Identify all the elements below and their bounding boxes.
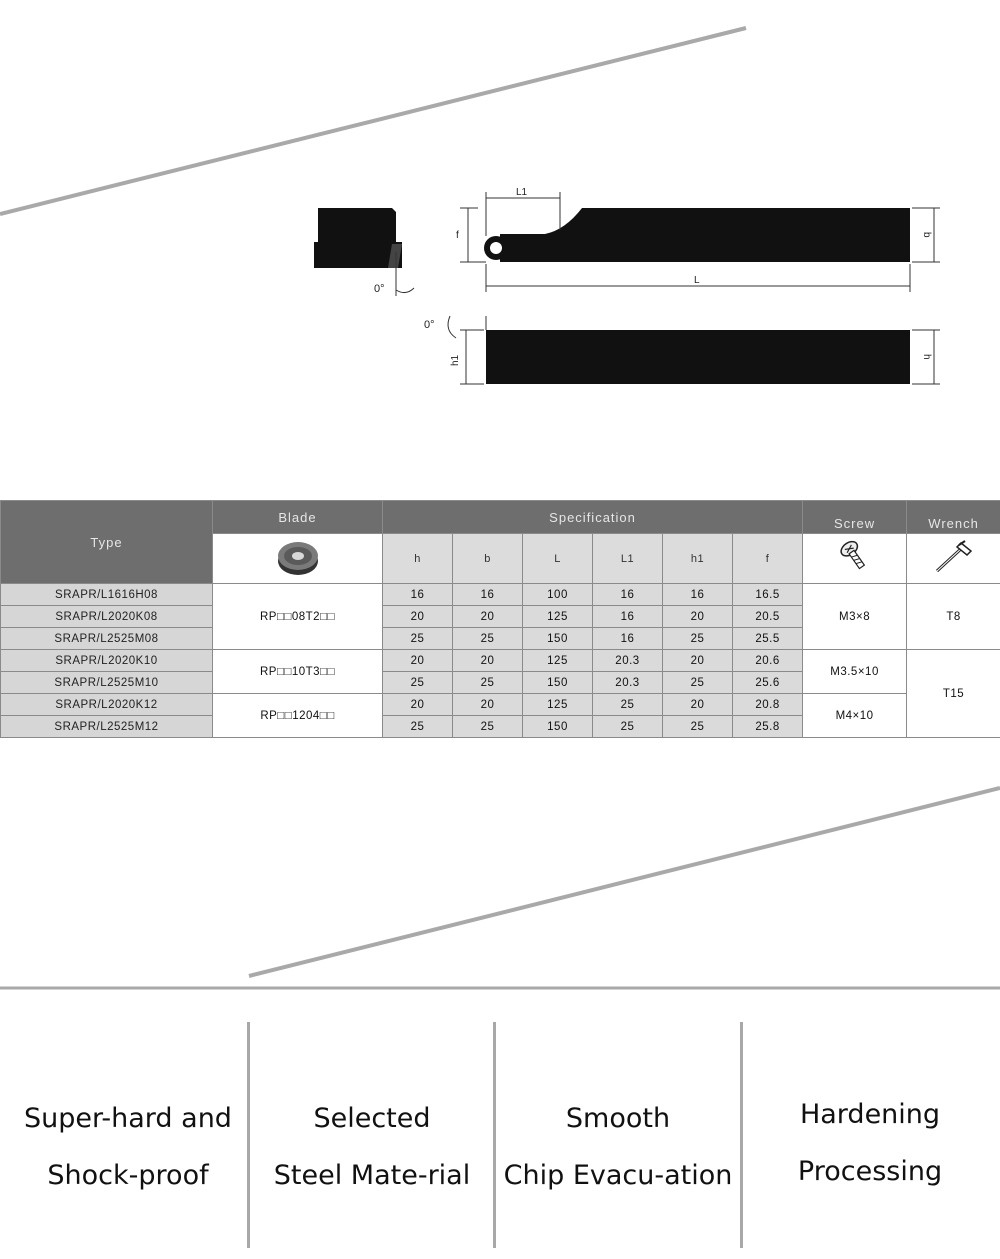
value-f: 25.6 <box>733 672 803 694</box>
blade-cell: RP□□08T2□□ <box>213 584 383 650</box>
top-view <box>456 187 940 292</box>
value-b: 16 <box>453 584 523 606</box>
value-b: 20 <box>453 650 523 672</box>
value-l1: 20.3 <box>593 672 663 694</box>
feature-divider <box>740 1022 743 1248</box>
value-f: 25.8 <box>733 716 803 738</box>
dim-label-b: b <box>921 232 932 238</box>
feature-chip-evacuation <box>497 1090 739 1204</box>
dim-label-f: f <box>456 230 459 241</box>
feature-line-1: Hardening <box>799 1099 941 1130</box>
header-blade: Blade <box>213 501 383 534</box>
header-specification: Specification <box>383 501 803 534</box>
value-h: 25 <box>383 672 453 694</box>
blade-cell: RP□□10T3□□ <box>213 650 383 694</box>
value-l: 150 <box>523 628 593 650</box>
table-row <box>1 584 1000 606</box>
feature-super-hard <box>8 1090 248 1204</box>
diagonal-line-bottom <box>249 788 1000 976</box>
dim-label-l1: L1 <box>516 187 528 198</box>
spec-col-f: f <box>733 534 803 584</box>
tool-holder-drawing <box>0 0 1000 440</box>
value-l1: 25 <box>593 694 663 716</box>
value-h: 25 <box>383 716 453 738</box>
value-h1: 25 <box>663 716 733 738</box>
feature-steel-material <box>252 1090 492 1204</box>
angle-label-top: 0° <box>374 283 385 295</box>
type-cell: SRAPR/L2525M08 <box>1 628 213 650</box>
value-h: 20 <box>383 606 453 628</box>
blade-cell: RP□□1204□□ <box>213 694 383 738</box>
value-h1: 16 <box>663 584 733 606</box>
value-l1: 20.3 <box>593 650 663 672</box>
spec-col-b: b <box>453 534 523 584</box>
screw-cell: M4×10 <box>803 694 907 738</box>
side-view <box>424 316 940 384</box>
spec-col-h1: h1 <box>663 534 733 584</box>
wrench-icon <box>931 537 977 577</box>
feature-line-2: Shock-proof <box>47 1160 209 1191</box>
dim-label-h1: h1 <box>450 354 461 366</box>
type-cell: SRAPR/L2525M10 <box>1 672 213 694</box>
screw-cell: M3×8 <box>803 584 907 650</box>
value-h1: 25 <box>663 672 733 694</box>
value-l: 100 <box>523 584 593 606</box>
dim-label-l: L <box>694 275 700 286</box>
dim-label-h: h <box>921 354 932 360</box>
value-b: 20 <box>453 694 523 716</box>
value-b: 20 <box>453 606 523 628</box>
wrench-cell: T8 <box>907 584 1000 650</box>
wrench-image <box>907 534 1000 584</box>
screw-icon <box>835 537 875 577</box>
table-row <box>1 650 1000 672</box>
screw-image <box>803 534 907 584</box>
value-f: 20.8 <box>733 694 803 716</box>
table-row <box>1 694 1000 716</box>
blade-insert-image <box>213 534 383 584</box>
round-insert-icon <box>276 537 320 577</box>
feature-line-1: Super-hard and <box>24 1103 232 1134</box>
value-h1: 20 <box>663 694 733 716</box>
value-l: 150 <box>523 716 593 738</box>
value-h1: 25 <box>663 628 733 650</box>
angle-label-side: 0° <box>424 319 435 331</box>
screw-cell: M3.5×10 <box>803 650 907 694</box>
spec-col-h: h <box>383 534 453 584</box>
value-l: 150 <box>523 672 593 694</box>
feature-hardening <box>745 1086 995 1200</box>
feature-line-2: Processing <box>797 1156 943 1187</box>
value-h: 16 <box>383 584 453 606</box>
feature-divider <box>493 1022 496 1248</box>
header-wrench: Wrench <box>907 501 1000 534</box>
value-b: 25 <box>453 628 523 650</box>
value-h: 20 <box>383 650 453 672</box>
value-h1: 20 <box>663 650 733 672</box>
type-cell: SRAPR/L2020K08 <box>1 606 213 628</box>
type-cell: SRAPR/L2020K12 <box>1 694 213 716</box>
wrench-cell: T15 <box>907 650 1000 738</box>
value-l1: 16 <box>593 584 663 606</box>
header-screw: Screw <box>803 501 907 534</box>
value-b: 25 <box>453 716 523 738</box>
value-l: 125 <box>523 694 593 716</box>
value-l1: 16 <box>593 628 663 650</box>
value-l: 125 <box>523 606 593 628</box>
feature-line-1: Selected <box>313 1103 431 1134</box>
value-b: 25 <box>453 672 523 694</box>
value-h: 20 <box>383 694 453 716</box>
value-f: 20.6 <box>733 650 803 672</box>
value-l1: 16 <box>593 606 663 628</box>
feature-line-2: Steel Mate-rial <box>273 1160 471 1191</box>
end-view <box>314 208 414 296</box>
header-type: Type <box>1 501 213 584</box>
feature-line-1: Smooth <box>565 1103 671 1134</box>
type-cell: SRAPR/L2525M12 <box>1 716 213 738</box>
specification-table <box>0 500 1000 738</box>
feature-line-2: Chip Evacu-ation <box>503 1160 733 1191</box>
value-h1: 20 <box>663 606 733 628</box>
type-cell: SRAPR/L2020K10 <box>1 650 213 672</box>
value-f: 25.5 <box>733 628 803 650</box>
spec-col-l: L <box>523 534 593 584</box>
spec-col-l1: L1 <box>593 534 663 584</box>
value-h: 25 <box>383 628 453 650</box>
value-f: 16.5 <box>733 584 803 606</box>
value-l: 125 <box>523 650 593 672</box>
type-cell: SRAPR/L1616H08 <box>1 584 213 606</box>
value-l1: 25 <box>593 716 663 738</box>
value-f: 20.5 <box>733 606 803 628</box>
